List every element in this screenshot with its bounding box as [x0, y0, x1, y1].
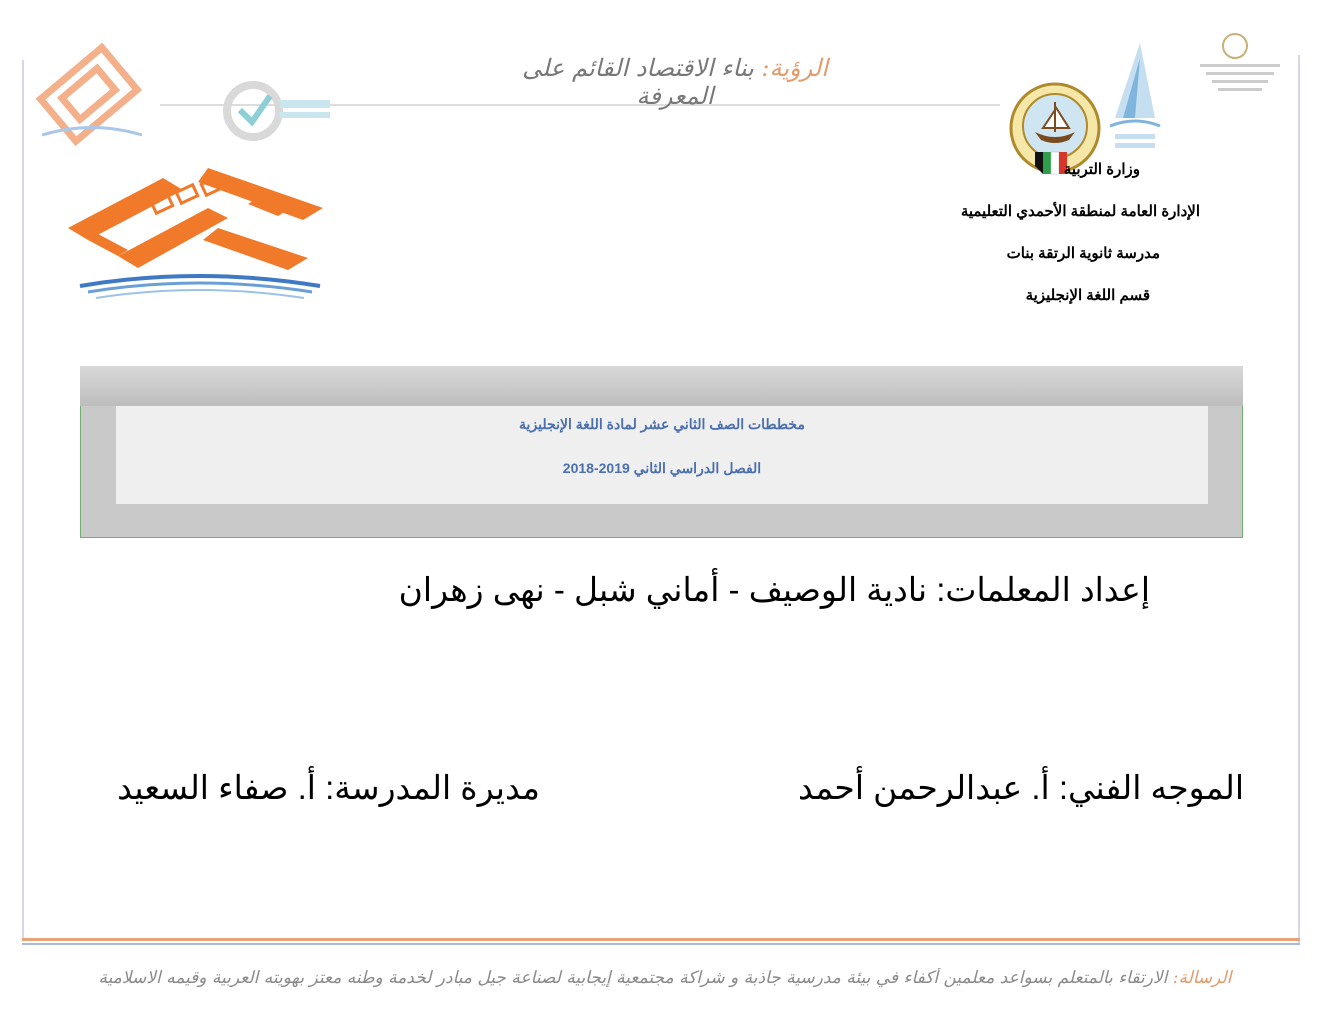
school-name: مدرسة ثانوية الرتقة بنات — [1006, 245, 1160, 262]
technical-supervisor: الموجه الفني: أ. عبدالرحمن أحمد — [798, 769, 1244, 806]
plan-title: مخططات الصف الثاني عشر لمادة اللغة الإنجليزية — [519, 416, 805, 432]
school-badge-logo-icon — [218, 76, 338, 146]
mission-text: الارتقاء بالمتعلم بسواعد معلمين أكفاء في بيئة مدرسية جاذبة و شراكة مجتمعية إيجابية لصناعة جيل مبادر لخدمة وطنه معتز بهويته العربية وقيمه الاسلامية — [98, 968, 1168, 988]
school-logo-large-icon — [58, 158, 348, 308]
department-name: قسم اللغة الإنجليزية — [1025, 287, 1150, 304]
school-logo-small-icon — [22, 40, 162, 150]
page-frame-left — [22, 60, 24, 940]
directorate-name: الإدارة العامة لمنطقة الأحمدي التعليمية — [960, 203, 1200, 220]
title-box-bevel — [80, 366, 1243, 406]
school-principal: مديرة المدرسة: أ. صفاء السعيد — [117, 769, 540, 806]
ministry-seal-icon — [1190, 30, 1290, 100]
semester-title: الفصل الدراسي الثاني 2019-2018 — [562, 460, 762, 476]
vision-text: بناء الاقتصاد القائم على المعرفة — [522, 54, 754, 110]
ministry-name: وزارة التربية — [1063, 161, 1140, 178]
mission-label: الرسالة: — [1172, 968, 1232, 988]
vision-label: الرؤية: — [761, 54, 828, 82]
kuwait-vision-logo-icon — [1105, 38, 1165, 158]
page-frame-bottom-blue — [22, 943, 1300, 945]
vision-statement — [520, 54, 830, 110]
page-frame-right — [1298, 55, 1300, 945]
prepared-by: إعداد المعلمات: نادية الوصيف - أماني شبل - نهى زهران — [398, 571, 1150, 608]
page-frame-bottom — [22, 938, 1300, 941]
mission-statement — [40, 968, 1290, 988]
